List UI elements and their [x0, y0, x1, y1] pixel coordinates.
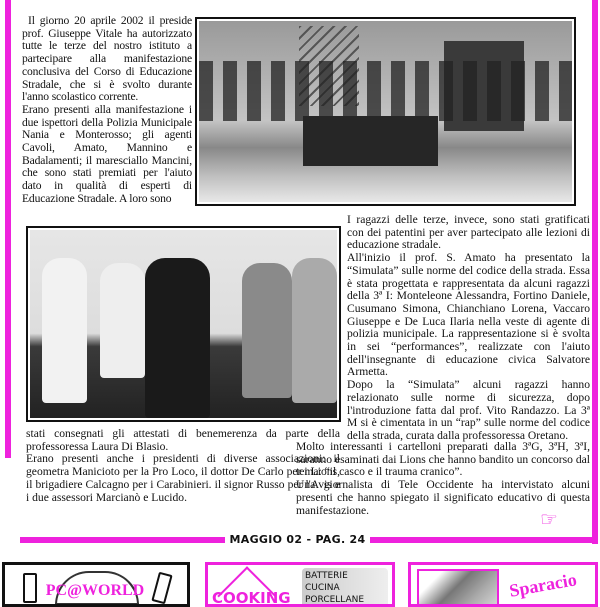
- pointing-hand-icon: ☞: [540, 509, 558, 531]
- cooking-line: PORCELLANE: [305, 595, 365, 605]
- paragraph: Erano presenti anche i presidenti di diverse associazioni: il geometra Manicioto per la Pro Loco, il dottor De Carlo per i Lions, il brigadiere Calcagno per i Carabinieri. il signor Russo per l'Avis e i due assessori Marcianò e Lucido.: [26, 452, 340, 504]
- article-column-left: [22, 15, 192, 206]
- paragraph: Dopo la “Simulata” alcuni ragazzi hanno relazionato sulle norme di sicurezza, dopo l'introduzione fatta dal prof. Vito Randazzo. La 3ª M si è cimentata in un “rap” sulle norme del codice della strada, curata dalla professoressa Oretano.: [347, 378, 590, 442]
- right-margin-bar: [592, 0, 598, 544]
- ad-cooking: [205, 562, 395, 607]
- product-photo: [417, 569, 499, 607]
- ad-sparacio: [408, 562, 598, 607]
- article-column-bottom-left: [26, 428, 340, 504]
- article-column-bottom-right: [296, 441, 590, 517]
- paragraph: Erano presenti alla manifestazione i due ispettori della Polizia Municipale Nania e Monterosso; gli agenti Cavoli, Amato, Mannino e Badalamenti; il maresciallo Mancini, che sono stati premiati per l'aiuto dato in qualità di esperti di Educazione Stradale. A loro sono: [22, 102, 192, 205]
- mobile-phone-icon: [151, 572, 172, 605]
- left-margin-bar: [5, 0, 11, 458]
- photo-students-stage: [26, 226, 341, 422]
- paragraph: Una giornalista di Tele Occidente ha intervistato alcuni presenti che hanno spiegato il significato educativo di questa manifestazione.: [296, 478, 590, 517]
- sparacio-logo: Sparacio: [507, 569, 579, 601]
- paragraph: All'inizio il prof. S. Amato ha presentato la “Simulata” sulle norme del codice della strada. Essa è stata progettata e rappresentata da alcuni ragazzi della 3ª I: Monteleone Alessandra, Fortino Daniele, Cusumano Simona, Chianchiano Lorena, Vaccaro Giuseppe e De Luca Ilaria nella veste di agente di polizia municipale. La rappresentazione si è svolta in sei “performances”, realizzate con l'aiuto dell'insegnante di educazione civica Salvatore Armetta.: [347, 251, 590, 379]
- paragraph: stati consegnati gli attestati di benemerenza da parte della professoressa Laura Di Blasio.: [26, 427, 340, 453]
- pcworld-logo: PC@WORLD: [45, 582, 145, 599]
- article-column-right: [347, 214, 590, 443]
- cooking-products-box: [302, 568, 388, 607]
- page-label: MAGGIO 02 - PAG. 24: [225, 533, 370, 546]
- paragraph: Molto interessanti i cartelloni preparati dalla 3ªG, 3ªH, 3ªI, saranno esaminati dai Lions che hanno bandito un concorso dal tema: “il casco e il trauma cranico”.: [296, 440, 590, 479]
- cooking-line: BATTERIE CUCINA: [305, 571, 348, 593]
- mobile-phone-icon: [23, 573, 37, 603]
- ad-pcworld: [2, 562, 190, 607]
- paragraph: I ragazzi delle terze, invece, sono stati gratificati con dei patentini per aver partecipato alle lezioni di educazione stradale.: [347, 213, 590, 252]
- paragraph: Il giorno 20 aprile 2002 il preside prof. Giuseppe Vitale ha autorizzato tutte le terze del nostro istituto a partecipare alla manifestazione conclusiva del Corso di Educazione Stradale, che si è svolto durante l'anno scolastico corrente.: [22, 14, 192, 104]
- photo-ceremony-table: [195, 17, 576, 206]
- cooking-logo: COOKING: [212, 589, 291, 607]
